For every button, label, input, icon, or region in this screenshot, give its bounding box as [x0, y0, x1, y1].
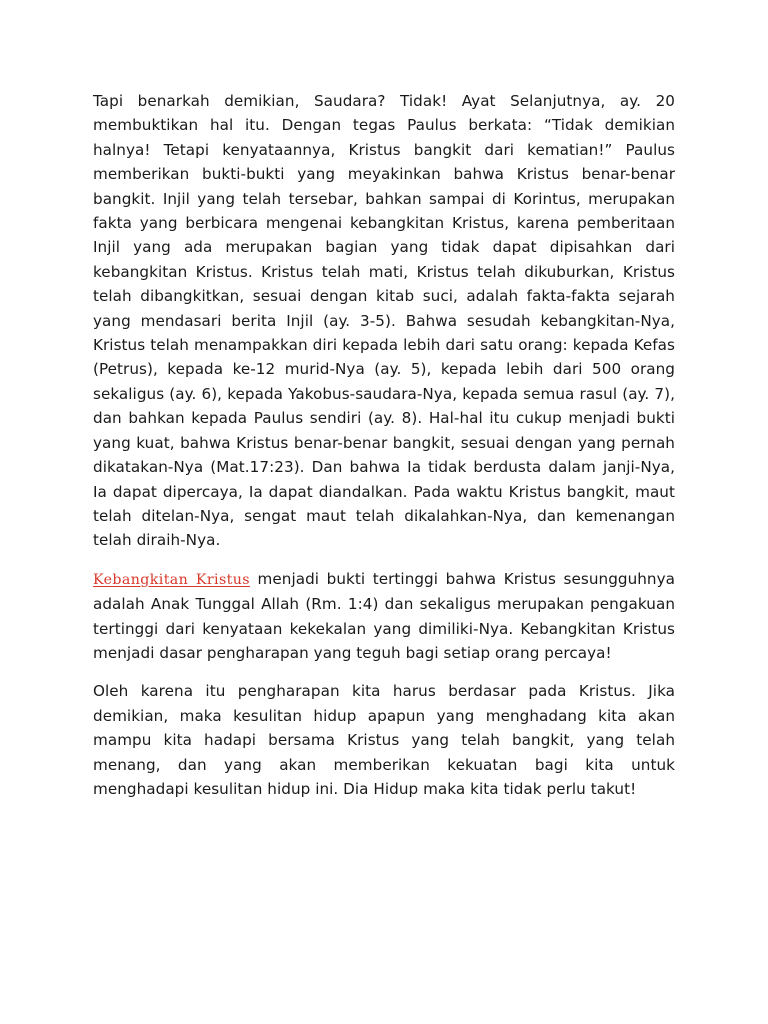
document-body: [93, 89, 675, 815]
paragraph-3-text: Oleh karena itu pengharapan kita harus berdasar pada Kristus. Jika demikian, maka kesulitan hidup apapun yang menghadang kita akan mampu kita hadapi bersama Kristus yang telah bangkit, yang telah menang, dan yang akan memberikan kekuatan bagi kita untuk menghadapi kesulitan hidup ini. Dia Hidup maka kita tidak perlu takut!: [93, 682, 675, 798]
paragraph-2-text: menjadi bukti tertinggi bahwa Kristus sesungguhnya adalah Anak Tunggal Allah (Rm. 1:4) dan sekaligus merupakan pengakuan tertinggi dari kenyataan kekekalan yang dimiliki-Nya. Kebangkitan Kristus menjadi dasar pengharapan yang teguh bagi setiap orang percaya!: [93, 569, 676, 662]
paragraph-3: [93, 679, 675, 801]
paragraph-2: [93, 567, 675, 666]
paragraph-1: [93, 89, 675, 553]
kebangkitan-kristus-link[interactable]: Kebangkitan Kristus: [93, 571, 250, 588]
paragraph-1-text: Tapi benarkah demikian, Saudara? Tidak! Ayat Selanjutnya, ay. 20 membuktikan hal itu. Dengan tegas Paulus berkata: “Tidak demikian halnya! Tetapi kenyataannya, Kristus bangkit dari kematian!” Paulus memberikan bukti-bukti yang meyakinkan bahwa Kristus benar-benar bangkit. Injil yang telah tersebar, bahkan sampai di Korintus, merupakan fakta yang berbicara mengenai kebangkitan Kristus, karena pemberitaan Injil yang ada merupakan bagian yang tidak dapat dipisahkan dari kebangkitan Kristus. Kristus telah mati, Kristus telah dikuburkan, Kristus telah dibangkitkan, sesuai dengan kitab suci, adalah fakta-fakta sejarah yang mendasari berita Injil (ay. 3-5). Bahwa sesudah kebangkitan-Nya, Kristus telah menampakkan diri kepada lebih dari satu orang: kepada Kefas (Petrus), kepada ke-12 murid-Nya (ay. 5), kepada lebih dari 500 orang sekaligus (ay. 6), kepada Yakobus-saudara-Nya, kepada semua rasul (ay. 7), dan bahkan kepada Paulus sendiri (ay. 8). Hal-hal itu cukup menjadi bukti yang kuat, bahwa Kristus benar-benar bangkit, sesuai dengan yang pernah dikatakan-Nya (Mat.17:23). Dan bahwa Ia tidak berdusta dalam janji-Nya, Ia dapat dipercaya, Ia dapat diandalkan. Pada waktu Kristus bangkit, maut telah ditelan-Nya, sengat maut telah dikalahkan-Nya, dan kemenangan telah diraih-Nya.: [93, 92, 675, 550]
